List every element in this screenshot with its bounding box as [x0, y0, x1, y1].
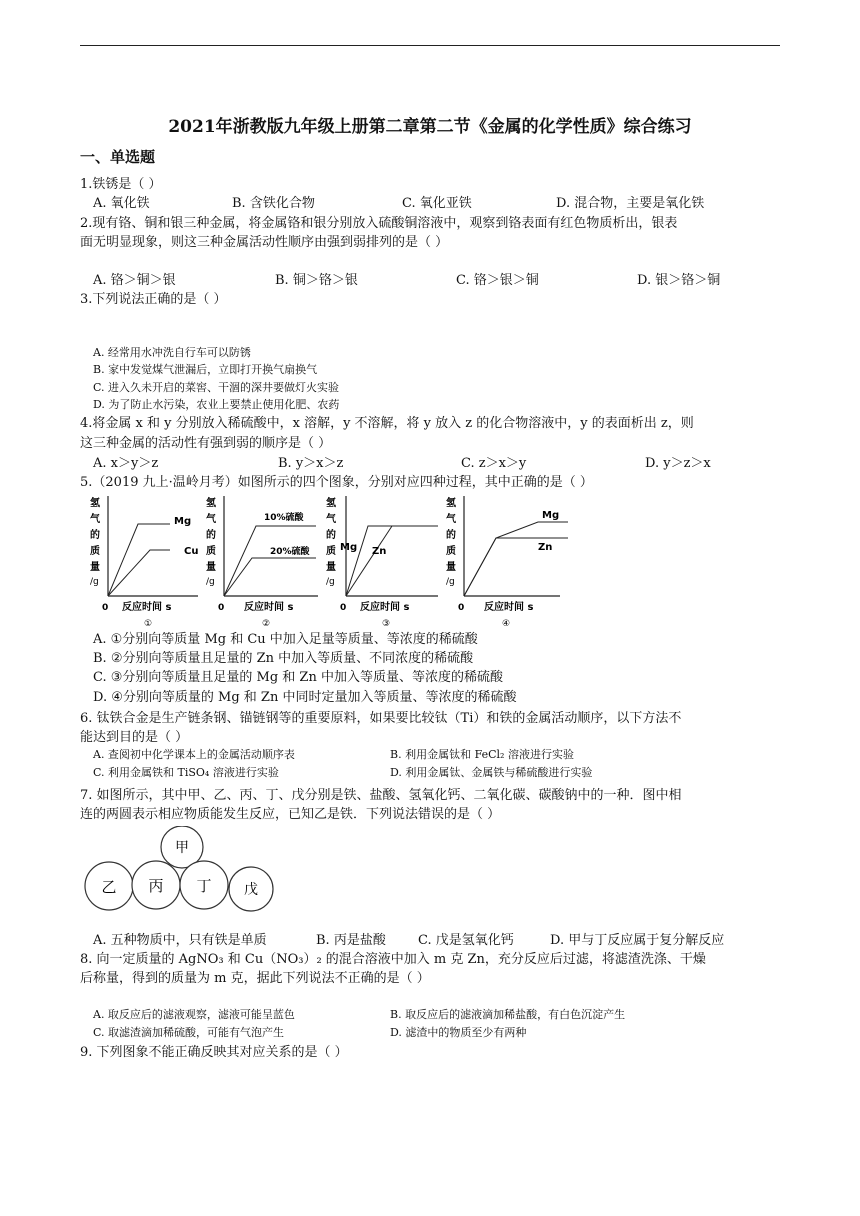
question-7-option-a: A. 五种物质中，只有铁是单质 [93, 933, 267, 948]
question-6-option-a: A. 查阅初中化学课本上的金属活动顺序表 [93, 748, 295, 761]
graph-2-label-b: 20%硫酸 [270, 547, 310, 557]
question-8-option-b: B. 取反应后的滤液滴加稀盐酸，有白色沉淀产生 [390, 1008, 626, 1021]
circle-jia-label: 甲 [175, 840, 189, 856]
graph-3-label-a: Mg [340, 542, 358, 553]
graph-3-ylabel-2: 气 [326, 514, 336, 525]
question-8-option-c: C. 取滤渣滴加稀硫酸，可能有气泡产生 [93, 1026, 285, 1039]
question-5-option-d: D. ④分别向等质量的 Mg 和 Zn 中同时定量加入等质量、等浓度的稀硫酸 [93, 690, 517, 705]
graph-1-ylabel-2: 气 [90, 514, 100, 525]
question-4-stem-line-1: 4.将金属 x 和 y 分别放入稀硫酸中，x 溶解，y 不溶解，将 y 放入 z 的化合物溶液中，y 的表面析出 z，则 [80, 416, 694, 431]
question-1-option-b: B. 含铁化合物 [232, 196, 315, 211]
graph-1-origin: 0 [102, 603, 109, 613]
question-5-option-b: B. ②分别向等质量且足量的 Zn 中加入等质量、不同浓度的稀硫酸 [93, 651, 474, 666]
graph-4 [446, 496, 568, 629]
question-1-option-d: D. 混合物，主要是氧化铁 [556, 196, 705, 211]
graph-3-label-b: Zn [372, 546, 387, 557]
question-2-option-c: C. 铬＞银＞铜 [456, 273, 539, 288]
question-3-option-c: C. 进入久未开启的菜窖、干涸的深井要做灯火实验 [93, 381, 340, 394]
question-8-option-d: D. 滤渣中的物质至少有两种 [390, 1026, 527, 1039]
question-2-stem-line-1: 2.现有铬、铜和银三种金属，将金属铬和银分别放入硫酸铜溶液中，观察到铬表面有红色物质析出，银表 [80, 216, 678, 231]
graph-4-label-b: Zn [538, 542, 553, 553]
graph-3-curve-a [346, 526, 438, 596]
question-7-option-c: C. 戊是氢氧化钙 [418, 933, 514, 948]
graph-3-ylabel-3: 的 [326, 530, 336, 541]
graph-1-xlabel: 反应时间 s [122, 602, 172, 613]
header-rule [80, 45, 780, 46]
circle-ding-label: 丁 [196, 877, 212, 895]
circle-yi-label: 乙 [101, 878, 117, 896]
question-3-stem: 3.下列说法正确的是（ ） [80, 292, 227, 307]
page-title: 2021年浙教版九年级上册第二章第二节《金属的化学性质》综合练习 [168, 117, 692, 137]
graph-2-ylabel-3: 的 [206, 530, 216, 541]
question-7-circle-diagram [80, 826, 290, 916]
question-6-option-c: C. 利用金属铁和 TiSO₄ 溶液进行实验 [93, 766, 279, 779]
graph-3-origin: 0 [340, 603, 347, 613]
question-2-option-d: D. 银＞铬＞铜 [637, 273, 721, 288]
question-4-option-c: C. z＞x＞y [461, 456, 527, 471]
graph-2-ylabel-5: 量 [206, 562, 216, 573]
graph-3-xlabel: 反应时间 s [360, 602, 410, 613]
graph-2-xlabel: 反应时间 s [244, 602, 294, 613]
question-8-stem-line-2: 后称量，得到的质量为 m 克，据此下列说法不正确的是（ ） [80, 971, 430, 986]
graph-3-ylabel-6: /g [326, 577, 335, 587]
graph-1-ylabel-1: 氢 [90, 498, 100, 509]
question-6-option-d: D. 利用金属钛、金属铁与稀硫酸进行实验 [390, 766, 593, 779]
graph-1-label-a: Mg [174, 516, 192, 527]
question-7-stem-line-2: 连的两圆表示相应物质能发生反应，已知乙是铁．下列说法错误的是（ ） [80, 807, 501, 822]
section-heading: 一、单选题 [80, 148, 156, 166]
graph-2-label-a: 10%硫酸 [264, 513, 304, 523]
graph-4-ylabel-1: 氢 [446, 498, 456, 509]
graph-4-curve-b [464, 538, 568, 596]
graph-4-origin: 0 [458, 603, 465, 613]
graph-3-ylabel-1: 氢 [326, 498, 336, 509]
graph-1-ylabel-6: /g [90, 577, 99, 587]
question-4-option-d: D. y＞z＞x [645, 456, 711, 471]
question-3-option-b: B. 家中发觉煤气泄漏后，立即打开换气扇换气 [93, 363, 318, 376]
graph-1-ylabel-4: 质 [90, 546, 100, 557]
question-4-stem-line-2: 这三种金属的活动性有强到弱的顺序是（ ） [80, 436, 332, 451]
circle-wu-label: 戊 [244, 882, 258, 898]
question-2-option-b: B. 铜＞铬＞银 [275, 273, 358, 288]
question-6-option-b: B. 利用金属钛和 FeCl₂ 溶液进行实验 [390, 748, 574, 761]
question-1-option-a: A. 氧化铁 [93, 196, 150, 211]
graph-4-ylabel-4: 质 [446, 546, 456, 557]
graph-3-ylabel-5: 量 [326, 562, 336, 573]
graph-2-curve-a [224, 526, 316, 596]
question-7-option-d: D. 甲与丁反应属于复分解反应 [550, 933, 725, 948]
graph-4-label-a: Mg [542, 510, 560, 521]
graph-4-ylabel-5: 量 [446, 562, 456, 573]
question-1-stem: 1.铁锈是（ ） [80, 177, 162, 192]
graph-2-ylabel-2: 气 [206, 514, 216, 525]
question-5-stem: 5.（2019 九上·温岭月考）如图所示的四个图象，分别对应四种过程，其中正确的是（ ） [80, 475, 593, 490]
graph-1-ylabel-5: 量 [90, 562, 100, 573]
question-3-option-a: A. 经常用水冲洗自行车可以防锈 [93, 346, 251, 359]
question-8-stem-line-1: 8. 向一定质量的 AgNO₃ 和 Cu（NO₃）₂ 的混合溶液中加入 m 克 Zn，充分反应后过滤，将滤渣洗涤、干燥 [80, 952, 706, 967]
question-9-stem: 9. 下列图象不能正确反映其对应关系的是（ ） [80, 1045, 348, 1060]
graph-3-curve-b [346, 526, 392, 596]
question-5-graphs [80, 492, 580, 632]
question-6-stem-line-1: 6. 钛铁合金是生产链条钢、锚链钢等的重要原料，如果要比较钛（Ti）和铁的金属活动顺序，以下方法不 [80, 711, 682, 726]
graph-1 [90, 496, 198, 629]
graph-1-ylabel-3: 的 [90, 530, 100, 541]
graph-1-label-b: Cu [184, 546, 199, 557]
graph-2 [206, 496, 318, 629]
question-3-option-d: D. 为了防止水污染，农业上要禁止使用化肥、农药 [93, 398, 340, 411]
question-5-option-a: A. ①分别向等质量 Mg 和 Cu 中加入足量等质量、等浓度的稀硫酸 [93, 632, 478, 647]
graph-2-number: ② [262, 619, 271, 629]
graph-4-ylabel-3: 的 [446, 530, 456, 541]
question-5-option-c: C. ③分别向等质量且足量的 Mg 和 Zn 中加入等质量、等浓度的稀硫酸 [93, 670, 503, 685]
graph-2-curve-b [224, 558, 316, 596]
graph-2-ylabel-4: 质 [206, 546, 216, 557]
question-7-stem-line-1: 7. 如图所示，其中甲、乙、丙、丁、戊分别是铁、盐酸、氢氧化钙、二氧化碳、碳酸钠中的一种．图中相 [80, 788, 682, 803]
graph-3-ylabel-4: 质 [326, 546, 336, 557]
graph-2-ylabel-1: 氢 [206, 498, 216, 509]
question-4-option-b: B. y＞x＞z [278, 456, 344, 471]
graph-4-ylabel-6: /g [446, 577, 455, 587]
circle-bing-label: 丙 [148, 877, 164, 895]
question-6-stem-line-2: 能达到目的是（ ） [80, 730, 189, 745]
question-4-option-a: A. x＞y＞z [93, 456, 159, 471]
graph-4-curve-a [464, 522, 568, 596]
graph-3-number: ③ [382, 619, 391, 629]
question-7-option-b: B. 丙是盐酸 [316, 933, 386, 948]
graph-4-xlabel: 反应时间 s [484, 602, 534, 613]
graph-4-number: ④ [502, 619, 511, 629]
graph-3 [326, 496, 438, 629]
graph-4-ylabel-2: 气 [446, 514, 456, 525]
question-2-option-a: A. 铬＞铜＞银 [93, 273, 176, 288]
question-8-option-a: A. 取反应后的滤液观察，滤液可能呈蓝色 [93, 1008, 295, 1021]
graph-2-origin: 0 [218, 603, 225, 613]
graph-1-number: ① [144, 619, 153, 629]
question-1-option-c: C. 氧化亚铁 [402, 196, 472, 211]
question-2-stem-line-2: 面无明显现象，则这三种金属活动性顺序由强到弱排列的是（ ） [80, 235, 449, 250]
graph-2-ylabel-6: /g [206, 577, 215, 587]
